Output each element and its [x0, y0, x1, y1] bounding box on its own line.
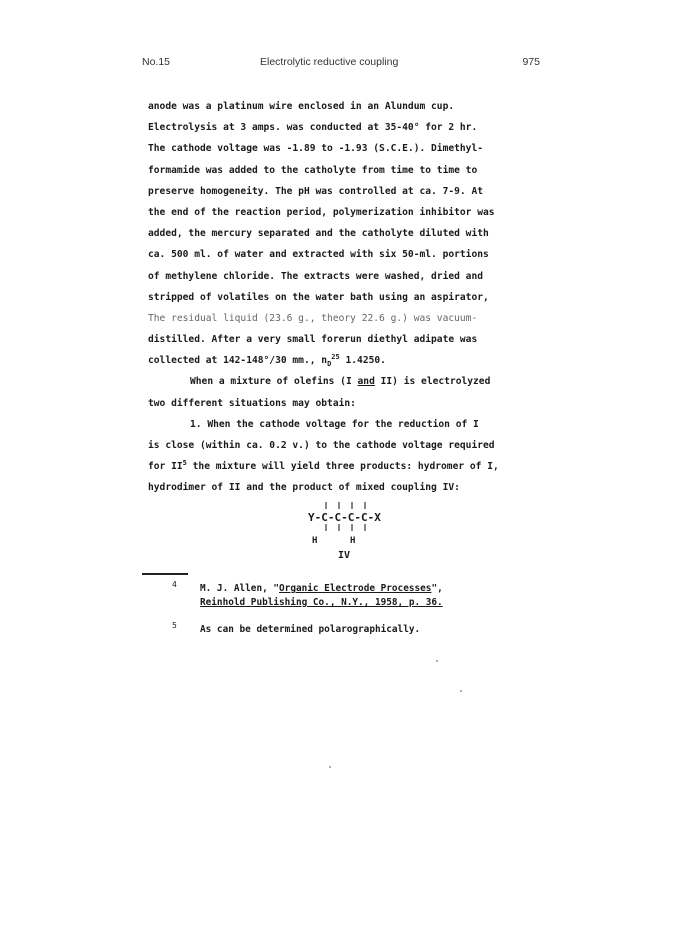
- formula-main: Y-C-C-C-C-X: [308, 511, 381, 524]
- text-line: The cathode voltage was -1.89 to -1.93 (S.C.E.). Dimethyl-: [148, 143, 484, 155]
- scan-speck: [329, 766, 331, 768]
- text-line: Electrolysis at 3 amps. was conducted at 35-40° for 2 hr.: [148, 122, 478, 134]
- body-text: [148, 96, 548, 499]
- page-number: 975: [522, 56, 540, 68]
- footnote-mark: 5: [172, 621, 177, 630]
- footnote-line: Reinhold Publishing Co., N.Y., 1958, p. 36.: [200, 597, 443, 608]
- text-line: anode was a platinum wire enclosed in an Alundum cup.: [148, 101, 455, 112]
- formula-h-right: H: [350, 536, 356, 546]
- underlined-word: and: [357, 376, 375, 388]
- text-run: 1.4250.: [339, 355, 386, 367]
- text-run: When a mixture of olefins (I: [190, 376, 358, 388]
- text-run: ",: [431, 583, 443, 594]
- text-run: for II: [148, 461, 183, 473]
- text-line: the end of the reaction period, polymerization inhibitor was: [148, 206, 495, 218]
- text-line: of methylene chloride. The extracts were washed, dried and: [148, 270, 484, 282]
- formula-h-left: H: [312, 536, 318, 546]
- text-line: hydrodimer of II and the product of mixed coupling IV:: [148, 482, 460, 494]
- text-line: is close (within ca. 0.2 v.) to the cathode voltage required: [148, 440, 495, 451]
- text-line: formamide was added to the catholyte from time to time to: [148, 164, 478, 176]
- structural-formula: [306, 500, 426, 560]
- footnote-separator: [142, 573, 188, 575]
- subscript: D: [327, 360, 332, 369]
- footnote-mark: 4: [172, 580, 177, 589]
- text-line: ca. 500 ml. of water and extracted with six 50-ml. portions: [148, 249, 489, 261]
- text-line: stripped of volatiles on the water bath using an aspirator,: [148, 291, 489, 303]
- text-line: The residual liquid (23.6 g., theory 22.6 g.) was vacuum-: [148, 312, 478, 324]
- text-line: two different situations may obtain:: [148, 397, 356, 409]
- page-header: [142, 56, 540, 70]
- formula-bonds: [306, 500, 426, 560]
- text-line: added, the mercury separated and the catholyte diluted with: [148, 228, 489, 240]
- text-run: the mixture will yield three products: hydromer of I,: [186, 461, 499, 473]
- text-line-refractive-index: [148, 350, 548, 371]
- text-run: M. J. Allen, ": [200, 583, 280, 594]
- journal-number: No.15: [142, 56, 171, 68]
- footnote-ref: 5: [182, 459, 187, 467]
- text-line-numbered: 1. When the cathode voltage for the reduction of I: [190, 418, 479, 430]
- footnote-line: [200, 583, 443, 595]
- scan-speck: [460, 690, 462, 692]
- text-run: collected at 142-148°/30 mm., n: [148, 355, 328, 367]
- text-line-with-footnote: [148, 456, 548, 477]
- text-run: II) is electrolyzed: [374, 376, 491, 388]
- cited-title: Organic Electrode Processes: [279, 583, 432, 594]
- footnote-line: As can be determined polarographically.: [200, 624, 421, 635]
- text-line: distilled. After a very small forerun diethyl adipate was: [148, 334, 478, 346]
- text-line: preserve homogeneity. The pH was controlled at ca. 7-9. At: [148, 185, 484, 197]
- scan-speck: [436, 660, 438, 662]
- text-line-paragraph-start: [148, 371, 548, 392]
- superscript: 25: [331, 353, 340, 362]
- compound-label: IV: [338, 550, 351, 560]
- running-title: Electrolytic reductive coupling: [260, 56, 399, 68]
